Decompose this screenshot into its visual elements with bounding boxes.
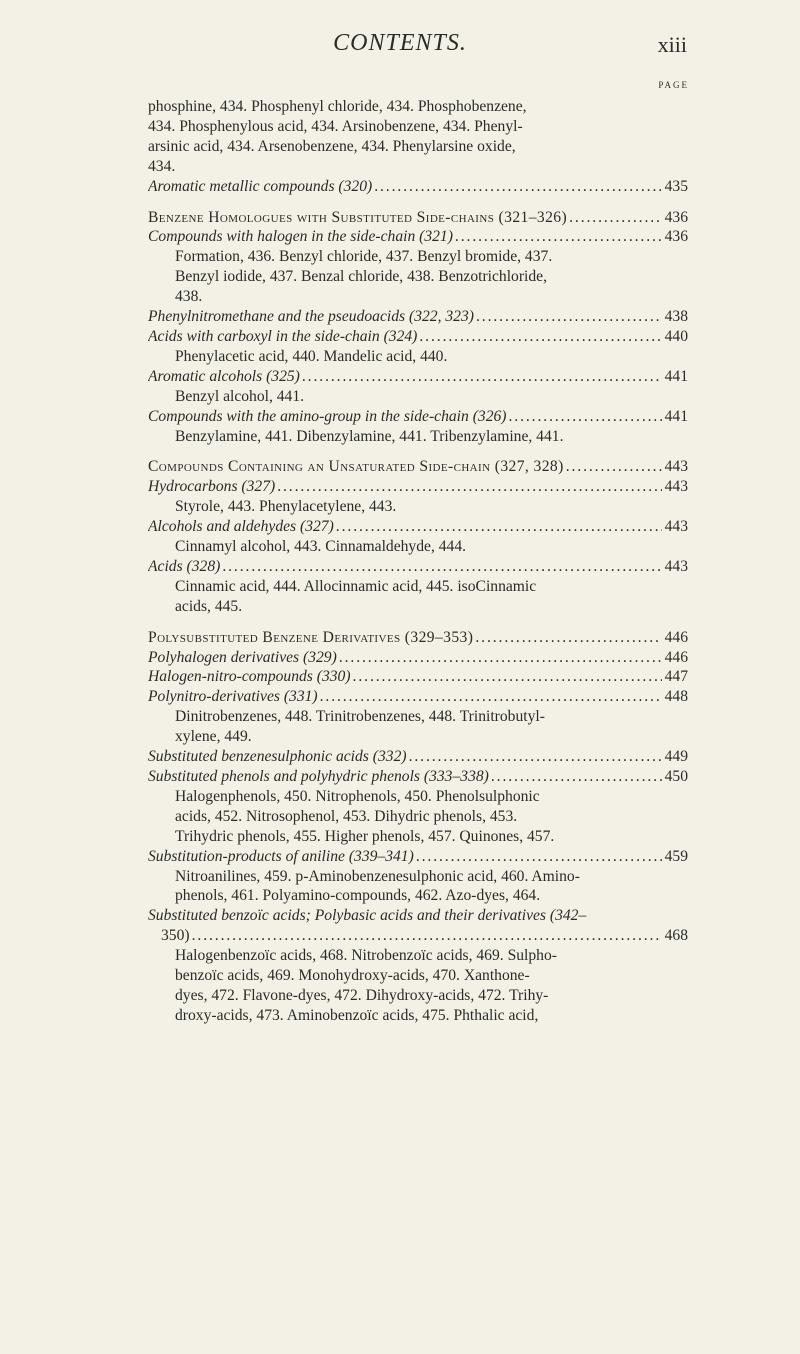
entry-page: 443 — [664, 458, 688, 476]
entry-page: 440 — [664, 327, 688, 345]
running-header — [0, 30, 800, 70]
entry-page: 436 — [664, 208, 688, 226]
entry-title: Acids (328) — [148, 557, 221, 575]
entry-title: Substituted phenols and polyhydric phenols (333–338) — [148, 768, 489, 785]
entry-title: Acids with carboxyl in the side-chain (324) — [148, 327, 418, 345]
description-line: Benzyl alcohol, 441. — [175, 387, 305, 405]
entry-page: 450 — [664, 768, 688, 785]
toc-entry[interactable] — [148, 557, 688, 577]
toc-entry[interactable] — [148, 307, 688, 327]
description-line: xylene, 449. — [175, 728, 252, 746]
toc-entry[interactable] — [148, 477, 688, 497]
entry-title: Compounds with halogen in the side-chain (321) — [148, 228, 453, 246]
toc-entry[interactable] — [148, 367, 688, 387]
description-line: acids, 452. Nitrosophenol, 453. Dihydric phenols, 453. — [175, 807, 518, 825]
toc-entry[interactable] — [148, 648, 688, 668]
toc-entry[interactable] — [148, 407, 688, 427]
description-line: Formation, 436. Benzyl chloride, 437. Benzyl bromide, 437. — [175, 248, 553, 266]
toc-entry[interactable] — [148, 667, 688, 687]
description-line: acids, 445. — [175, 597, 243, 615]
entry-title: Substitution-products of aniline (339–341) — [148, 847, 414, 865]
description-line: 434. Phosphenylous acid, 434. Arsinobenzene, 434. Phenyl- — [148, 117, 523, 135]
entry-page: 459 — [664, 847, 688, 865]
entry-page: 449 — [664, 748, 688, 766]
entry-title: Hydrocarbons (327) — [148, 478, 276, 496]
description-line: Cinnamyl alcohol, 443. Cinnamaldehyde, 444. — [175, 538, 467, 556]
section-title: Polysubstituted Benzene Derivatives (329–353) — [148, 628, 474, 646]
page-title: CONTENTS. — [333, 30, 467, 56]
entry-page: 446 — [664, 628, 688, 646]
toc-entry[interactable] — [148, 177, 688, 197]
entry-page: 441 — [664, 367, 688, 385]
entry-title: 350) — [161, 927, 190, 945]
description-line: Nitroanilines, 459. p-Aminobenzenesulphonic acid, 460. Amino- — [175, 867, 580, 885]
toc-entry[interactable] — [148, 227, 688, 247]
entry-page: 438 — [664, 308, 688, 326]
toc-entry[interactable] — [148, 767, 688, 787]
contents-list — [148, 97, 688, 1026]
description-line: Phenylacetic acid, 440. Mandelic acid, 440. — [175, 347, 448, 365]
description-line: Benzyl iodide, 437. Benzal chloride, 438. Benzotrichloride, — [175, 268, 547, 286]
entry-page: 443 — [664, 557, 688, 575]
toc-entry[interactable] — [148, 747, 688, 767]
toc-entry[interactable] — [148, 687, 688, 707]
description-line: phosphine, 434. Phosphenyl chloride, 434. Phosphobenzene, — [148, 98, 527, 115]
description-line: phenols, 461. Polyamino-compounds, 462. Azo-dyes, 464. — [175, 887, 541, 905]
section-title: Benzene Homologues with Substituted Side-chains (321–326) — [148, 208, 568, 226]
entry-title: Polyhalogen derivatives (329) — [148, 648, 337, 666]
page-column-label: PAGE — [658, 80, 689, 90]
entry-page: 447 — [664, 668, 688, 686]
toc-section[interactable] — [148, 628, 688, 648]
toc-entry[interactable] — [148, 327, 688, 347]
description-line: Halogenphenols, 450. Nitrophenols, 450. Phenolsulphonic — [175, 787, 540, 805]
description-line: benzoïc acids, 469. Monohydroxy-acids, 470. Xanthone- — [175, 967, 530, 985]
entry-title: Aromatic alcohols (325) — [148, 367, 300, 385]
toc-section[interactable] — [148, 208, 688, 228]
description-line: Styrole, 443. Phenylacetylene, 443. — [175, 498, 397, 516]
description-line: 438. — [175, 288, 203, 306]
toc-entry[interactable] — [148, 926, 688, 946]
toc-entry[interactable] — [148, 847, 688, 867]
description-line: 434. — [148, 157, 176, 175]
entry-title: Phenylnitromethane and the pseudoacids (322, 323) — [148, 308, 474, 326]
toc-section[interactable] — [148, 457, 688, 477]
entry-page: 443 — [664, 518, 688, 536]
description-line: Halogenbenzoïc acids, 468. Nitrobenzoïc acids, 469. Sulpho- — [175, 947, 557, 965]
entry-title: Halogen-nitro-compounds (330) — [148, 668, 351, 686]
entry-page: 436 — [664, 228, 688, 246]
entry-page: 443 — [664, 478, 688, 496]
entry-page: 441 — [664, 407, 688, 425]
section-title: Compounds Containing an Unsaturated Side-chain (327, 328) — [148, 458, 564, 476]
description-line: dyes, 472. Flavone-dyes, 472. Dihydroxy-acids, 472. Trihy- — [175, 986, 549, 1004]
description-line: arsinic acid, 434. Arsenobenzene, 434. Phenylarsine oxide, — [148, 137, 516, 155]
entry-title-continued: Substituted benzoïc acids; Polybasic acids and their derivatives (342– — [148, 907, 587, 925]
entry-title: Alcohols and aldehydes (327) — [148, 518, 334, 536]
toc-entry[interactable] — [148, 517, 688, 537]
entry-title: Aromatic metallic compounds (320) — [148, 177, 373, 195]
entry-page: 448 — [664, 688, 688, 706]
description-line: Trihydric phenols, 455. Higher phenols, 457. Quinones, 457. — [175, 827, 555, 845]
entry-page: 446 — [664, 648, 688, 666]
page-number: xiii — [657, 32, 687, 57]
description-line: Dinitrobenzenes, 448. Trinitrobenzenes, 448. Trinitrobutyl- — [175, 708, 545, 726]
entry-title: Substituted benzenesulphonic acids (332) — [148, 748, 407, 766]
entry-page: 435 — [664, 177, 688, 195]
description-line: droxy-acids, 473. Aminobenzoïc acids, 475. Phthalic acid, — [175, 1006, 539, 1024]
entry-title: Compounds with the amino-group in the side-chain (326) — [148, 407, 507, 425]
entry-page: 468 — [664, 927, 688, 945]
description-line: Benzylamine, 441. Dibenzylamine, 441. Tribenzylamine, 441. — [175, 427, 564, 445]
entry-title: Polynitro-derivatives (331) — [148, 688, 318, 706]
description-line: Cinnamic acid, 444. Allocinnamic acid, 445. isoCinnamic — [175, 577, 537, 595]
